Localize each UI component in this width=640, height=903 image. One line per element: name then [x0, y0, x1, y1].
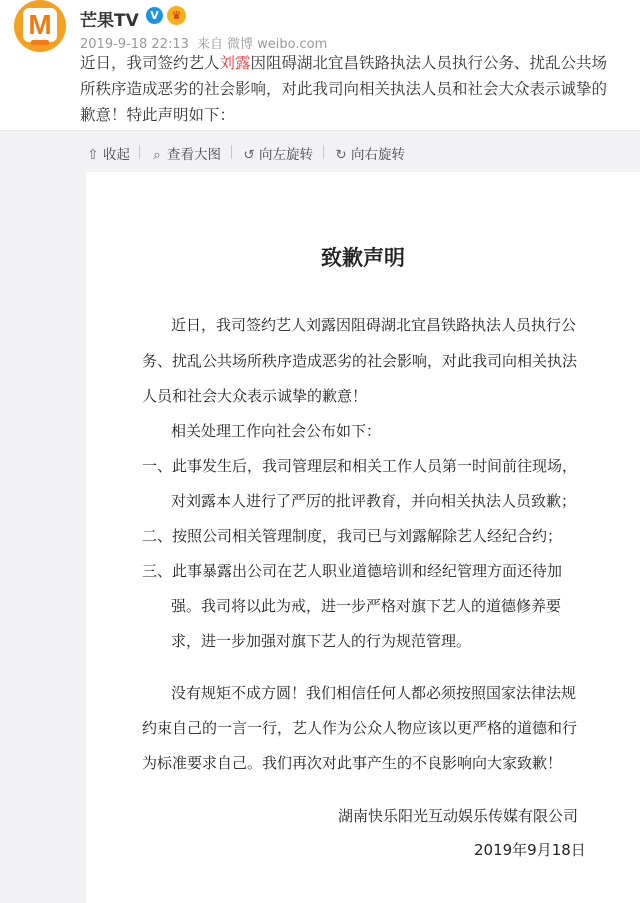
- rotate-left-button[interactable]: ↺ 向左旋转: [243, 147, 313, 163]
- toolbar-divider: [231, 145, 232, 159]
- source-prefix: 来自: [197, 37, 224, 52]
- rotate-right-icon: ↻: [335, 147, 347, 163]
- doc-date: 2019年9月18日: [474, 841, 586, 859]
- doc-text-line: 对刘露本人进行了严厉的批评教育，并向相关执法人员致歉；: [171, 492, 577, 510]
- post-line-2: 所秩序造成恶劣的社会影响，对此我司向相关执法人员和社会大众表示诚挚的: [80, 80, 608, 98]
- view-large-button[interactable]: ⌕ 查看大图: [150, 143, 221, 163]
- document-title: 致歉声明: [321, 246, 405, 270]
- toolbar-divider: [323, 145, 324, 159]
- rotate-left-icon: ↺: [243, 147, 255, 163]
- doc-text-line: 没有规矩不成方圆！我们相信任何人都必须按照国家法律法规: [171, 684, 577, 702]
- doc-text-line: 约束自己的一言一行，艺人作为公众人物应该以更严格的道德和行: [142, 719, 578, 737]
- mango-tv-logo-icon: M: [23, 8, 57, 42]
- weibo-post-header: [0, 0, 640, 130]
- toolbar-divider: [139, 145, 140, 159]
- mango-tv-logo-base: [31, 40, 49, 45]
- post-line-3: 歉意！特此声明如下：: [80, 106, 236, 124]
- apology-document-image[interactable]: [86, 172, 640, 903]
- image-viewer: [0, 172, 640, 903]
- doc-text-line: 人员和社会大众表示诚挚的歉意！: [142, 387, 368, 405]
- collapse-button[interactable]: ⇧ 收起: [87, 147, 130, 163]
- verified-icon: V: [146, 7, 163, 24]
- account-name[interactable]: 芒果TV: [80, 11, 139, 31]
- doc-text-line: 强。我司将以此为戒，进一步严格对旗下艺人的道德修养要: [171, 597, 562, 615]
- doc-text-line: 一、此事发生后，我司管理层和相关工作人员第一时间前往现场，: [142, 457, 578, 475]
- crown-badge-icon: ♛: [167, 6, 186, 25]
- rotate-right-button[interactable]: ↻ 向右旋转: [335, 147, 405, 163]
- doc-text-line: 为标准要求自己。我们再次对此事产生的不良影响向大家致歉！: [142, 754, 563, 772]
- doc-text-line: 三、此事暴露出公司在艺人职业道德培训和经纪管理方面还待加: [142, 562, 563, 580]
- magnifier-icon: ⌕: [153, 147, 161, 163]
- image-toolbar: [0, 130, 640, 172]
- post-source[interactable]: 微博 weibo.com: [227, 37, 328, 52]
- doc-text-line: 求，进一步加强对旗下艺人的行为规范管理。: [171, 632, 472, 650]
- doc-text-line: 二、按照公司相关管理制度，我司已与刘露解除艺人经纪合约；: [142, 527, 563, 545]
- post-line-1: 近日，我司签约艺人刘露因阻碍湖北宜昌铁路执法人员执行公务、扰乱公共场: [80, 54, 608, 72]
- mention-link[interactable]: 刘露: [219, 54, 251, 72]
- avatar[interactable]: [14, 0, 66, 52]
- post-text: [80, 50, 636, 128]
- doc-text-line: 近日，我司签约艺人刘露因阻碍湖北宜昌铁路执法人员执行公: [171, 316, 577, 334]
- doc-text-line: 相关处理工作向社会公布如下：: [171, 422, 382, 440]
- post-datetime[interactable]: 2019-9-18 22:13: [80, 37, 189, 52]
- doc-company-signature: 湖南快乐阳光互动娱乐传媒有限公司: [338, 807, 579, 825]
- collapse-icon: ⇧: [87, 147, 99, 163]
- doc-text-line: 务、扰乱公共场所秩序造成恶劣的社会影响，对此我司向相关执法: [142, 352, 578, 370]
